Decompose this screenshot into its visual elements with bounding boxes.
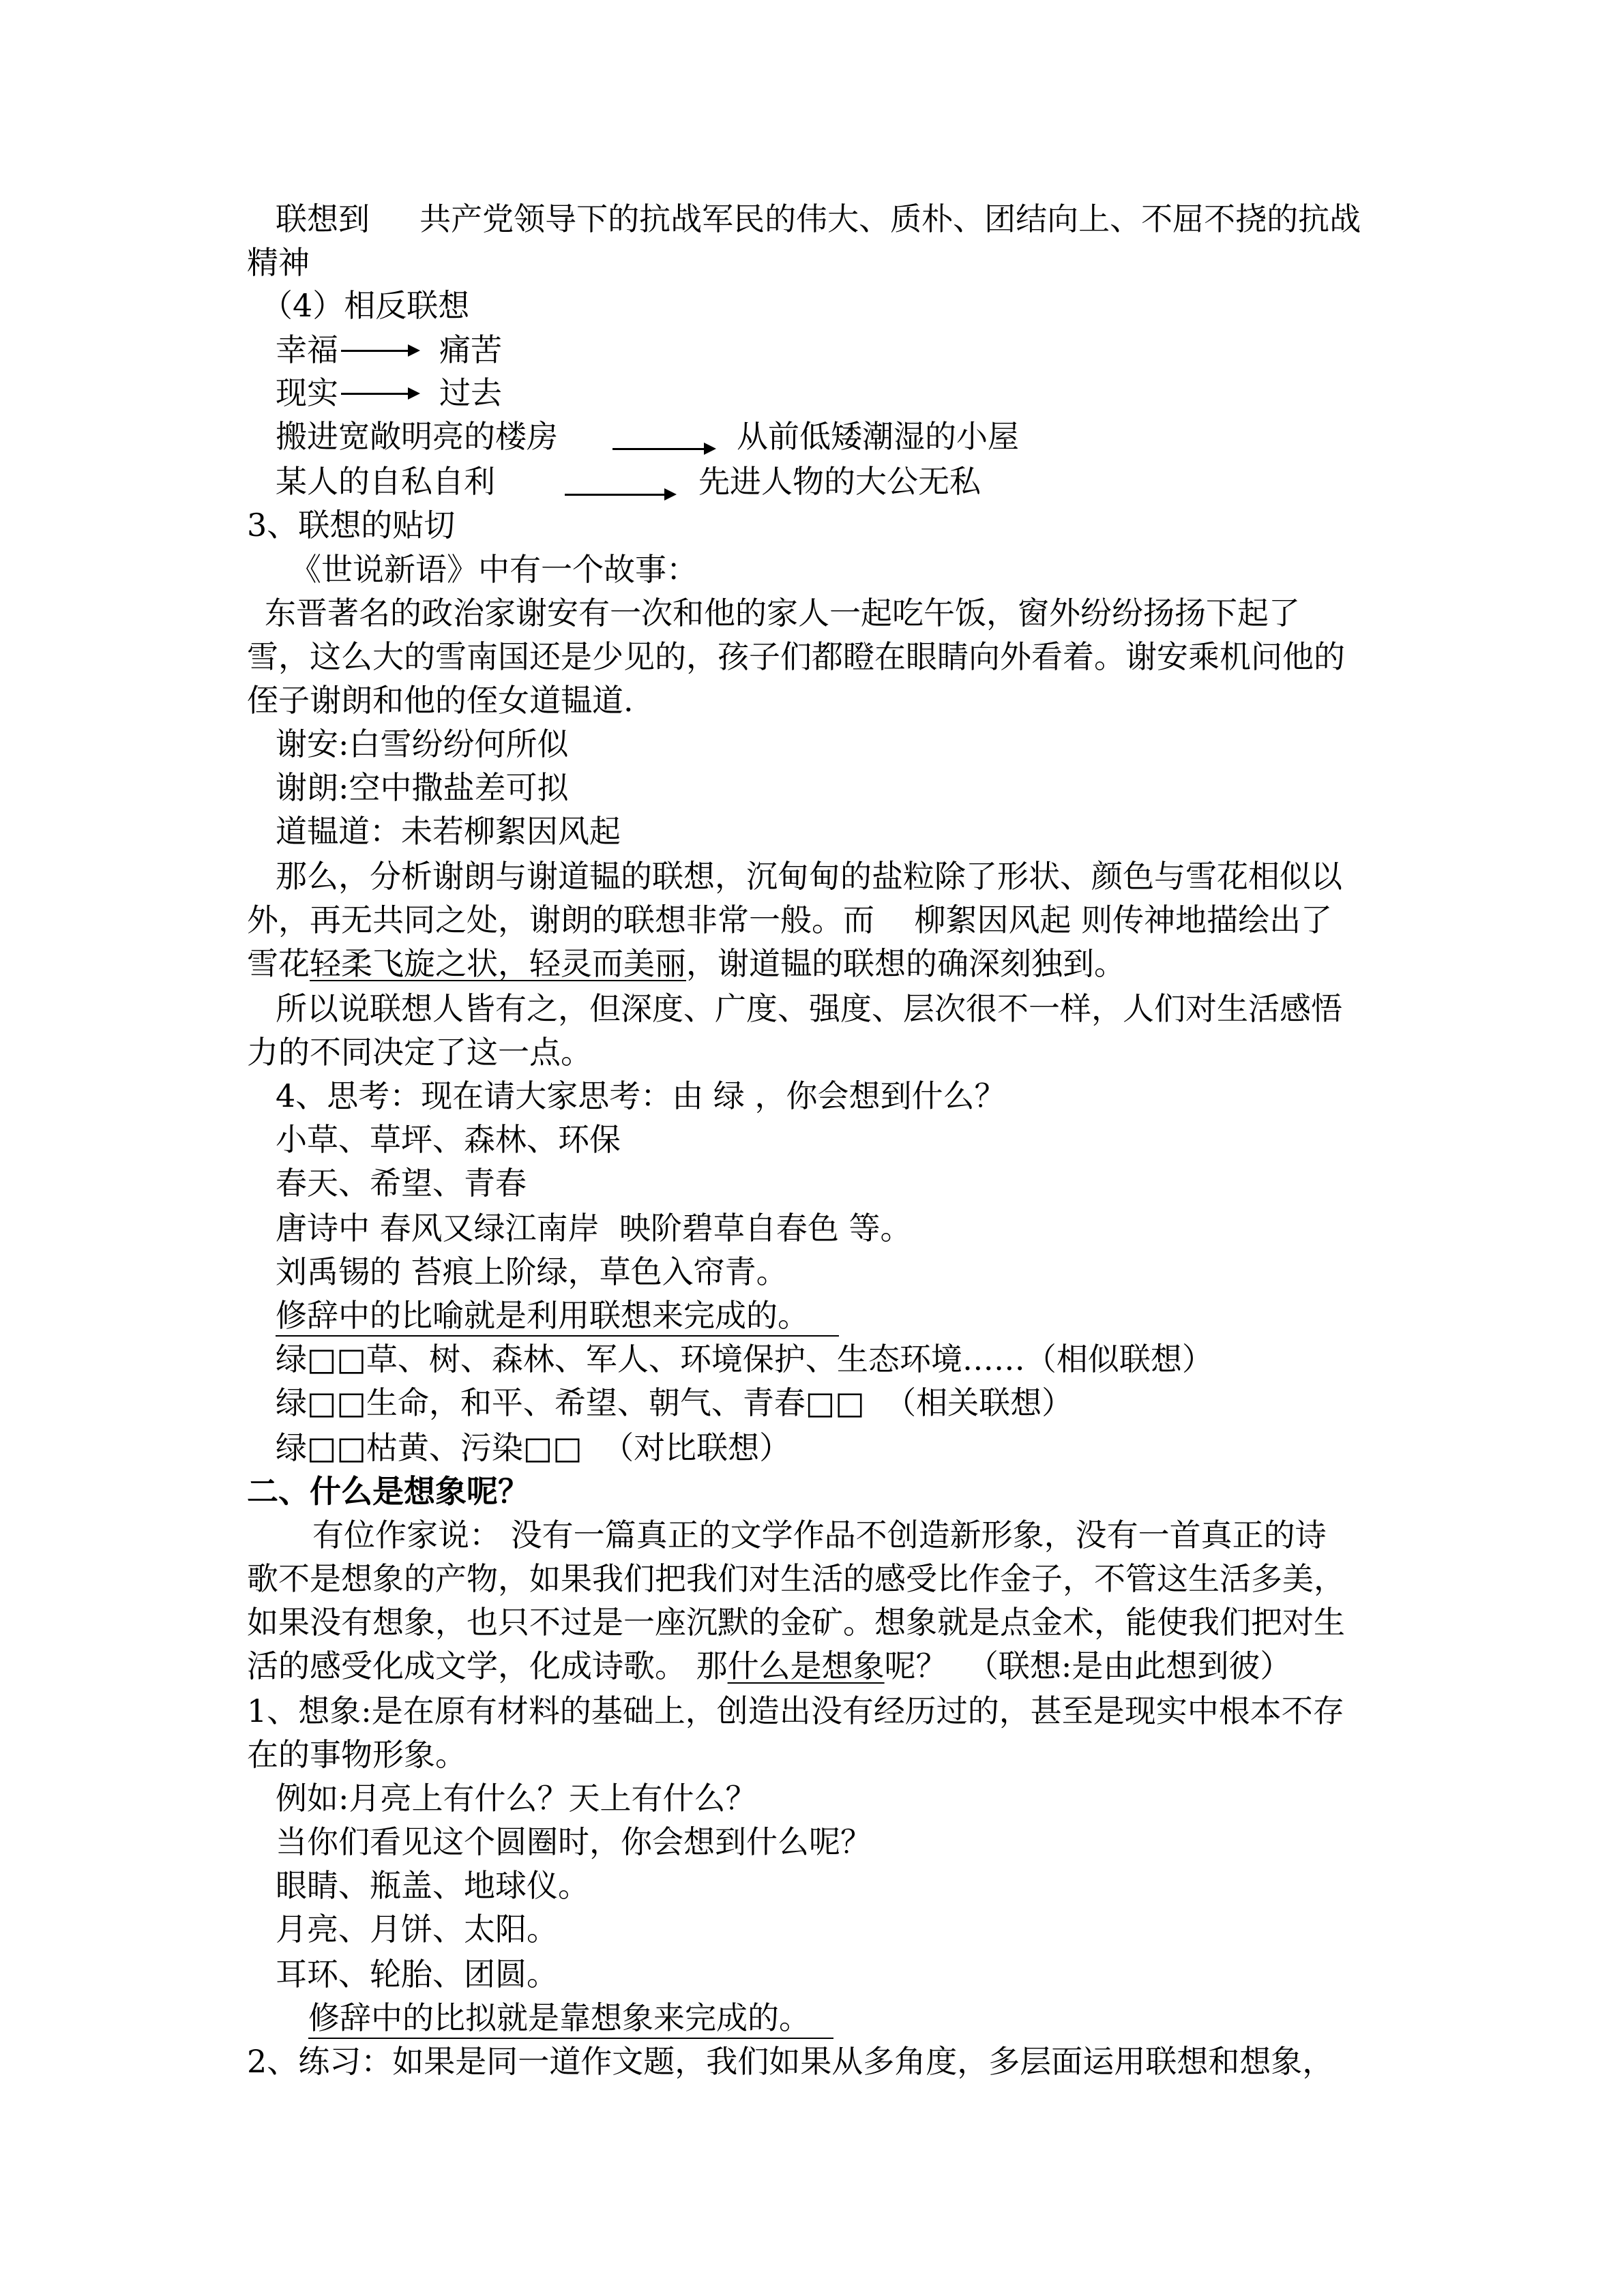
- opposite-term: 搬进宽敞明亮的楼房: [276, 418, 558, 455]
- paragraph-line: 歌不是想象的产物，如果我们把我们对生活的感受比作金子，不管这生活多美，: [247, 1560, 1345, 1597]
- underlined-text: 修辞中的比喻就是利用联想来完成的。: [276, 1297, 809, 1334]
- underlined-text: 修辞中的比拟就是靠想象来完成的。: [308, 1999, 810, 2036]
- paragraph-line: 精神: [247, 244, 310, 281]
- paragraph-line: 所以说联想人皆有之，但深度、广度、强度、层次很不一样，人们对生活感悟: [276, 990, 1342, 1027]
- text-run: 呢？ （联想:是由此想到彼）: [884, 1648, 1292, 1684]
- list-item: 绿□□枯黄、污染□□ （对比联想）: [276, 1429, 791, 1466]
- paragraph-line: [247, 1650, 1291, 1682]
- underline-rule: [276, 1335, 839, 1337]
- section-heading: 二、什么是想象呢？: [247, 1473, 529, 1510]
- paragraph-line: 雪，这么大的雪南国还是少见的，孩子们都瞪在眼睛向外看着。谢安乘机问他的: [247, 638, 1345, 675]
- text-run: 活的感受化成文学，化成诗歌。 那: [247, 1648, 728, 1684]
- list-item: 例如:月亮上有什么？天上有什么？: [276, 1780, 757, 1817]
- text-run: 雪花: [247, 945, 310, 982]
- opposite-term: 幸福: [276, 331, 338, 368]
- list-item: 春天、希望、青春: [276, 1165, 527, 1202]
- dialogue-line: 道韫道：未若柳絮因风起: [276, 813, 621, 850]
- paragraph-line: 力的不同决定了这一点。: [247, 1034, 592, 1071]
- list-item: 当你们看见这个圆圈时，你会想到什么呢？: [276, 1823, 872, 1860]
- paragraph-line: 侄子谢朗和他的侄女道韫道.: [247, 682, 634, 719]
- paragraph-line: 外，再无共同之处，谢朗的联想非常一般。而 柳絮因风起 则传神地描绘出了: [247, 901, 1333, 938]
- paragraph-line: 在的事物形象。: [247, 1736, 467, 1773]
- opposite-term: 痛苦: [439, 331, 502, 368]
- underlined-text: 什么是想象: [727, 1648, 885, 1684]
- underlined-text: 轻柔飞旋之状，轻灵而美丽: [310, 945, 686, 982]
- paragraph-line: 如果没有想象，也只不过是一座沉默的金矿。想象就是点金术，能使我们把对生: [247, 1604, 1345, 1641]
- section-heading: 3、联想的贴切: [247, 507, 456, 543]
- paragraph-line: 2、练习：如果是同一道作文题，我们如果从多角度，多层面运用联想和想象，: [247, 2043, 1334, 2080]
- paragraph-line: 东晋著名的政治家谢安有一次和他的家人一起吃午饭，窗外纷纷扬扬下起了: [265, 595, 1300, 631]
- arrow-icon: [612, 448, 713, 450]
- list-item: 绿□□生命，和平、希望、朝气、青春□□ （相关联想）: [276, 1384, 1074, 1421]
- paragraph-line: 1、想象:是在原有材料的基础上，创造出没有经历过的，甚至是现实中根本不存: [247, 1693, 1344, 1729]
- section-heading: 4、思考：现在请大家思考：由 绿 ，你会想到什么？: [276, 1077, 1006, 1114]
- opposite-term: 过去: [439, 374, 502, 411]
- opposite-term: 现实: [276, 374, 338, 411]
- paragraph-line: 那么，分析谢朗与谢道韫的联想，沉甸甸的盐粒除了形状、颜色与雪花相似以: [276, 858, 1342, 895]
- opposite-term: 某人的自私自利: [276, 463, 495, 500]
- list-item: 刘禹锡的 苔痕上阶绿，草色入帘青。: [276, 1253, 788, 1290]
- dialogue-line: 谢安:白雪纷纷何所似: [276, 726, 569, 762]
- list-item: 月亮、月饼、太阳。: [276, 1911, 558, 1948]
- paragraph-line: [247, 945, 1125, 982]
- paragraph-line: 有位作家说： 没有一篇真正的文学作品不创造新形象，没有一首真正的诗: [312, 1517, 1327, 1553]
- paragraph-line: 《世说新语》中有一个故事：: [290, 551, 698, 588]
- opposite-term: 从前低矮潮湿的小屋: [737, 418, 1019, 455]
- text-run: ，谢道韫的联想的确深刻独到。: [686, 945, 1125, 982]
- dialogue-line: 谢朗:空中撒盐差可拟: [276, 769, 569, 806]
- arrow-icon: [341, 393, 417, 395]
- arrow-icon: [341, 350, 417, 352]
- underline-rule: [308, 2038, 833, 2039]
- paragraph-line: 联想到 共产党领导下的抗战军民的伟大、质朴、团结向上、不屈不挠的抗战: [276, 200, 1361, 237]
- list-item: 绿□□草、树、森林、军人、环境保护、生态环境……（相似联想）: [276, 1341, 1213, 1377]
- list-item: 耳环、轮胎、团圆。: [276, 1956, 558, 1993]
- section-heading: （4）相反联想: [261, 287, 470, 324]
- arrow-icon: [565, 494, 674, 496]
- opposite-term: 先进人物的大公无私: [698, 463, 981, 500]
- list-item: 唐诗中 春风又绿江南岸 映阶碧草自春色 等。: [276, 1210, 912, 1247]
- list-item: 小草、草坪、森林、环保: [276, 1121, 621, 1158]
- list-item: 眼睛、瓶盖、地球仪。: [276, 1867, 589, 1904]
